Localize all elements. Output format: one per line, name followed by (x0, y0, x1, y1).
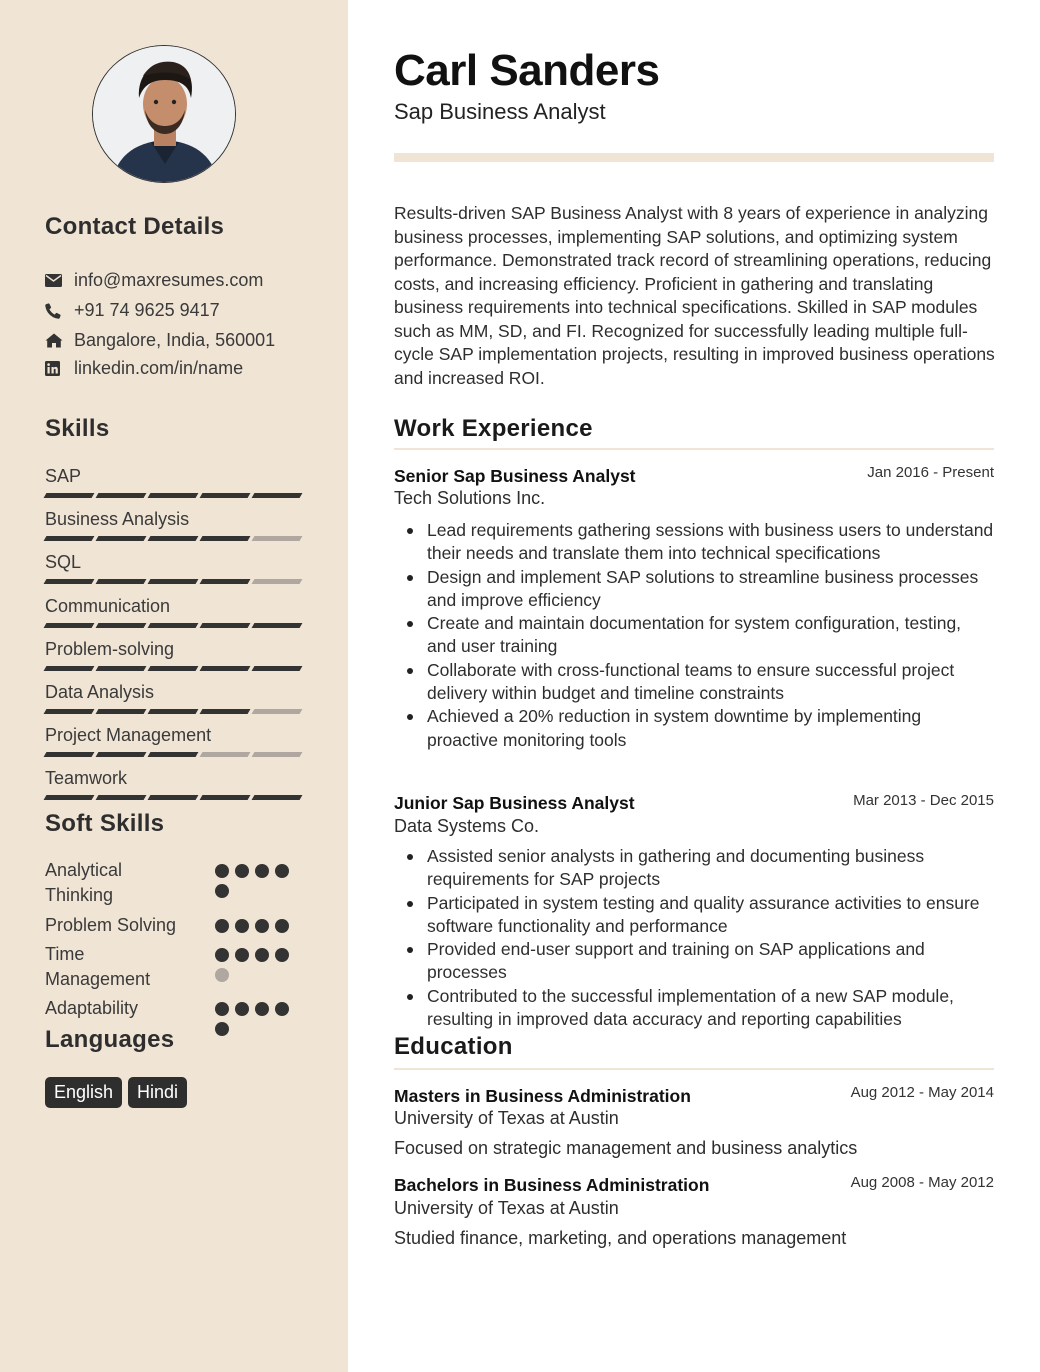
section-divider (394, 1068, 994, 1070)
skill-name: SAP (45, 466, 82, 486)
skill-level-segment-filled (44, 752, 95, 757)
contact-email-text: info@maxresumes.com (74, 270, 264, 290)
skill-name: Data Analysis (45, 682, 155, 702)
skill-item (45, 725, 303, 757)
candidate-name: Carl Sanders (394, 46, 660, 95)
contact-linkedin-text: linkedin.com/in/name (74, 358, 244, 378)
education-dates: Aug 2012 - May 2014 (850, 1084, 994, 1101)
skill-level-segment-filled (200, 536, 251, 541)
skill-level-segment-filled (44, 536, 95, 541)
rating-dot-filled (215, 884, 229, 898)
skill-level-segment-filled (44, 795, 95, 800)
education-degree: Bachelors in Business Administration (394, 1175, 710, 1195)
education-school: University of Texas at Austin (394, 1108, 619, 1128)
education-degree: Masters in Business Administration (394, 1086, 691, 1106)
soft-skill-rating (215, 1002, 295, 1036)
skill-level-segment-filled (96, 579, 147, 584)
skill-level-bar (45, 579, 303, 584)
skill-level-segment-filled (96, 623, 147, 628)
job-bullet: Create and maintain documentation for system configuration, testing, and user training (394, 612, 994, 659)
skill-name: Business Analysis (45, 509, 190, 530)
header-divider (394, 153, 994, 162)
contact-heading: Contact Details (45, 213, 225, 240)
rating-dot-filled (235, 1002, 249, 1016)
education-description: Focused on strategic management and business analytics (394, 1138, 858, 1158)
job-dates: Jan 2016 - Present (867, 464, 994, 481)
skill-level-segment-filled (96, 666, 147, 671)
candidate-title: Sap Business Analyst (394, 99, 606, 124)
skill-level-segment-filled (148, 493, 199, 498)
skills-heading: Skills (45, 415, 110, 442)
contact-address-text: Bangalore, India, 560001 (74, 330, 276, 350)
skill-level-segment-filled (252, 795, 303, 800)
skill-level-segment-filled (200, 709, 251, 714)
rating-dot-filled (275, 919, 289, 933)
skill-level-segment-filled (148, 709, 199, 714)
skill-name: SQL (45, 552, 82, 573)
job-bullet: Collaborate with cross-functional teams to ensure successful project delivery within budget and timeline constraints (394, 659, 994, 706)
rating-dot-filled (275, 864, 289, 878)
skill-level-segment-filled (200, 666, 251, 671)
skill-level-segment-filled (96, 493, 147, 498)
skill-level-segment-empty (252, 709, 303, 714)
rating-dot-filled (215, 1002, 229, 1016)
contact-phone-text: +91 74 9625 9417 (74, 300, 220, 320)
section-divider (394, 448, 994, 450)
languages-heading: Languages (45, 1026, 175, 1053)
skill-level-segment-filled (148, 623, 199, 628)
skill-level-bar (45, 623, 303, 628)
skill-item (45, 768, 303, 800)
soft-skill-rating (215, 864, 295, 898)
skill-level-segment-filled (148, 666, 199, 671)
rating-dot-filled (255, 864, 269, 878)
language-badge: Hindi (128, 1077, 187, 1108)
skill-item (45, 466, 303, 498)
skill-level-segment-filled (148, 795, 199, 800)
soft-skill-name: Problem Solving (45, 915, 177, 935)
skill-level-segment-filled (44, 666, 95, 671)
rating-dot-filled (275, 948, 289, 962)
job-company: Tech Solutions Inc. (394, 488, 546, 508)
soft-skill-rating (215, 919, 295, 933)
skill-level-segment-filled (252, 493, 303, 498)
skill-name: Project Management (45, 725, 212, 746)
education-heading: Education (394, 1033, 513, 1060)
skill-level-segment-filled (96, 752, 147, 757)
contact-address (45, 330, 275, 351)
skill-level-segment-empty (252, 752, 303, 757)
skill-level-segment-filled (96, 709, 147, 714)
rating-dot-filled (235, 919, 249, 933)
skill-level-segment-filled (44, 579, 95, 584)
skill-level-bar (45, 752, 303, 757)
skill-level-segment-filled (148, 536, 199, 541)
soft-skill-rating (215, 948, 295, 982)
rating-dot-filled (215, 864, 229, 878)
skill-item (45, 682, 303, 714)
contact-email[interactable] (45, 270, 263, 291)
skill-level-segment-filled (44, 493, 95, 498)
job-bullet: Provided end-user support and training on SAP applications and processes (394, 938, 994, 985)
rating-dot-filled (255, 919, 269, 933)
skill-level-bar (45, 536, 303, 541)
phone-icon (45, 303, 63, 319)
job-title: Senior Sap Business Analyst (394, 466, 636, 486)
job-bullets (394, 519, 994, 752)
soft-skill-name: Time Management (45, 944, 151, 989)
skill-name: Communication (45, 595, 171, 616)
skill-level-segment-filled (200, 493, 251, 498)
skill-level-segment-filled (200, 623, 251, 628)
home-icon (45, 333, 63, 349)
language-badge: English (45, 1077, 122, 1108)
soft-skill-name: Analytical Thinking (45, 860, 123, 905)
skill-level-segment-filled (148, 579, 199, 584)
rating-dot-filled (275, 1002, 289, 1016)
skill-level-bar (45, 666, 303, 671)
work-experience-heading: Work Experience (394, 415, 593, 442)
rating-dot-empty (215, 968, 229, 982)
job-dates: Mar 2013 - Dec 2015 (853, 792, 994, 809)
job-bullet: Achieved a 20% reduction in system downtime by implementing proactive monitoring tools (394, 705, 994, 752)
job-title: Junior Sap Business Analyst (394, 793, 635, 813)
skill-level-segment-filled (148, 752, 199, 757)
skill-level-segment-filled (96, 795, 147, 800)
education-dates: Aug 2008 - May 2012 (850, 1174, 994, 1191)
rating-dot-filled (255, 1002, 269, 1016)
skill-level-bar (45, 709, 303, 714)
rating-dot-filled (215, 1022, 229, 1036)
skill-name: Problem-solving (45, 638, 175, 659)
job-bullet: Participated in system testing and quality assurance activities to ensure software functionality and performance (394, 892, 994, 939)
linkedin-icon (45, 361, 63, 377)
education-school: University of Texas at Austin (394, 1198, 619, 1218)
skill-level-segment-filled (44, 709, 95, 714)
soft-skills-heading: Soft Skills (45, 810, 165, 837)
summary-paragraph: Results-driven SAP Business Analyst with 8 years of experience in analyzing business processes, implementing SAP solutions, and optimizing system performance. Demonstrated track record of streamlining operations, reducing costs, and increasing efficiency. Proficient in gathering and translating business requirements into technical specifications. Skilled in SAP modules such as MM, SD, and FI. Recognized for successfully leading multiple full-cycle SAP implementation projects, resulting in improved business operations and increased ROI. (394, 203, 995, 388)
job-bullets (394, 845, 994, 1031)
job-bullet: Design and implement SAP solutions to streamline business processes and improve efficiency (394, 566, 994, 613)
skill-level-bar (45, 493, 303, 498)
skill-level-segment-filled (44, 623, 95, 628)
job-bullet: Lead requirements gathering sessions with business users to understand their needs and translate them into technical specifications (394, 519, 994, 566)
skill-level-bar (45, 795, 303, 800)
sidebar (0, 0, 348, 1372)
envelope-icon (45, 273, 63, 289)
skill-level-segment-filled (200, 579, 251, 584)
skill-item (45, 552, 303, 584)
skill-level-segment-filled (96, 536, 147, 541)
skill-level-segment-filled (200, 795, 251, 800)
skill-item (45, 596, 303, 628)
rating-dot-filled (235, 864, 249, 878)
rating-dot-filled (215, 919, 229, 933)
soft-skill-name: Adaptability (45, 998, 139, 1018)
contact-linkedin[interactable] (45, 358, 243, 379)
skill-level-segment-filled (252, 623, 303, 628)
skill-level-segment-empty (252, 536, 303, 541)
avatar (92, 45, 236, 183)
education-description: Studied finance, marketing, and operations management (394, 1228, 847, 1248)
job-bullet: Assisted senior analysts in gathering and documenting business requirements for SAP projects (394, 845, 994, 892)
skill-level-segment-empty (200, 752, 251, 757)
skill-level-segment-filled (252, 666, 303, 671)
rating-dot-filled (215, 948, 229, 962)
skill-item (45, 639, 303, 671)
contact-phone[interactable] (45, 300, 220, 321)
skill-name: Teamwork (45, 768, 128, 789)
skill-item (45, 509, 303, 541)
skill-level-segment-empty (252, 579, 303, 584)
job-bullet: Contributed to the successful implementation of a new SAP module, resulting in improved data accuracy and reporting capabilities (394, 985, 994, 1032)
rating-dot-filled (255, 948, 269, 962)
rating-dot-filled (235, 948, 249, 962)
job-company: Data Systems Co. (394, 816, 540, 836)
